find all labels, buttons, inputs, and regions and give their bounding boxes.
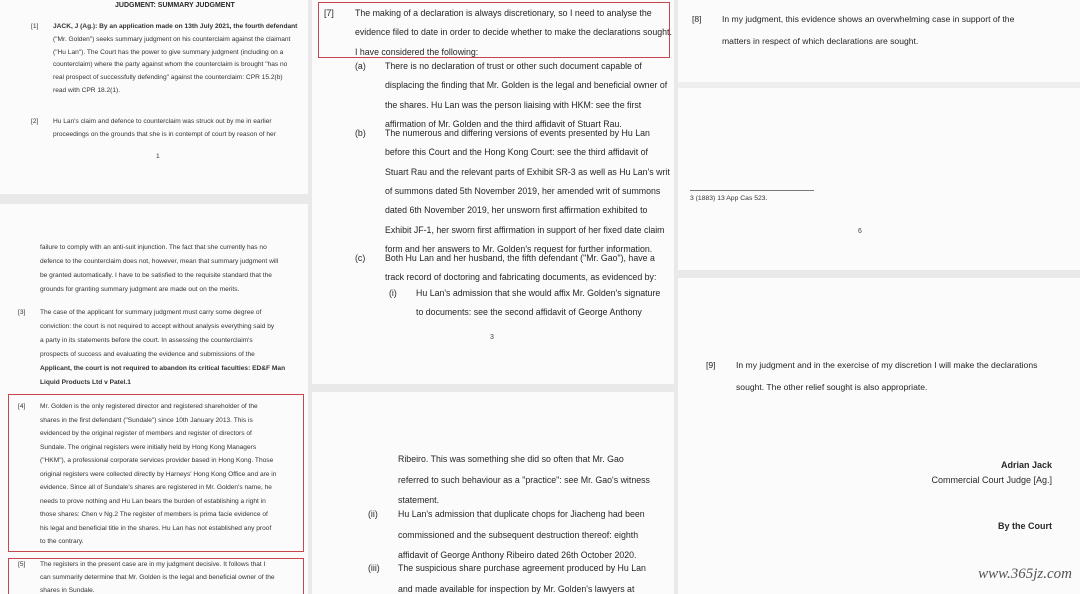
- para-5-line: shares in Sundale.: [40, 587, 95, 594]
- para-8-line: matters in respect of which declarations are sought.: [722, 36, 919, 46]
- para-3-line: a party in its statements before the court. In assessing the counterclaim's: [40, 337, 253, 344]
- para-4-line: evidenced by the original register of members and register of directors of: [40, 430, 252, 437]
- item-b-line: The numerous and differing versions of events presented by Hu Lan: [385, 128, 650, 138]
- para-7-number: [7]: [324, 8, 334, 18]
- para-2-line: proceedings on the grounds that she is in contempt of court by reason of her: [53, 130, 276, 138]
- sub-item-i-line: to documents: see the second affidavit of George Anthony: [416, 307, 642, 318]
- page-4-excerpt: [312, 392, 674, 594]
- para-9-line: sought. The other relief sought is also appropriate.: [736, 382, 928, 392]
- para-4-line: his legal and beneficial title in the shares. Hu Lan has not established any proof: [40, 524, 272, 532]
- continued-line: Ribeiro. This was something she did so often that Mr. Gao: [398, 454, 624, 464]
- item-b-line: Stuart Rau and the relevant parts of Exhibit SR-3 as well as Hu Lan's writ: [385, 166, 670, 177]
- para-4-line: needs to prove nothing and Hu Lan bears the burden of establishing a right in: [40, 497, 266, 505]
- sub-item-ii-line: affidavit of George Anthony Ribeiro dated 26th October 2020.: [398, 550, 637, 560]
- para-9-line: In my judgment and in the exercise of my discretion I will make the declarations: [736, 360, 1038, 370]
- page-1-excerpt: [0, 0, 308, 194]
- para-3-line: Applicant, the court is not required to abandon its critical faculties: ED&F Man: [40, 365, 286, 372]
- para-7-line: evidence filed to date in order to decide whether to make the declarations sought.: [355, 27, 672, 38]
- para-5-number: [5]: [18, 561, 26, 568]
- item-a-line: the shares. Hu Lan was the person liaising with HKM: see the first: [385, 99, 642, 110]
- para-4-line: Mr. Golden is the only registered director and registered shareholder of the: [40, 403, 258, 410]
- para-1-number: [1]: [31, 23, 39, 30]
- item-a-line: affirmation of Mr. Golden and the third affidavit of Stuart Rau.: [385, 118, 622, 129]
- para-4-line: shares in the first defendant ("Sundale") since 10th January 2013. This is: [40, 416, 253, 424]
- para-7-line: I have considered the following:: [355, 46, 479, 57]
- continued-line: be granted automatically. I have to be satisfied to the requisite standard that the: [40, 272, 272, 279]
- sub-item-iii-line: and made available for inspection by Mr. Golden's lawyers at: [398, 583, 635, 594]
- judge-name: Adrian Jack: [1000, 460, 1052, 470]
- item-b-line: dated 6th November 2019, her unsworn first affirmation exhibited to: [385, 205, 648, 216]
- para-8-line: In my judgment, this evidence shows an overwhelming case in support of the: [722, 14, 1015, 24]
- by-the-court: By the Court: [998, 521, 1052, 531]
- para-7-line: The making of a declaration is always discretionary, so I need to analyse the: [355, 8, 652, 18]
- band-divider: [678, 82, 1080, 88]
- page-3-excerpt: [312, 0, 674, 384]
- continued-line: grounds for granting summary judgment are made out on the merits.: [40, 286, 240, 293]
- footnote: 3 (1883) 13 App Cas 523.: [690, 195, 768, 202]
- item-a-line: There is no declaration of trust or other such document capable of: [385, 61, 642, 71]
- para-4-line: original registers were collected directly by Harneys' Hong Kong Office and are in: [40, 470, 277, 478]
- item-b-line: Exhibit JF-1, her sworn first affirmation in support of her fixed date claim: [385, 224, 665, 235]
- para-3-line: prospects of success and evaluating the evidence and submissions of the: [40, 351, 255, 358]
- para-3-line: The case of the applicant for summary judgment must carry some degree of: [40, 309, 262, 316]
- page-number: 6: [858, 228, 862, 235]
- para-1-line: JACK, J (Ag.): By an application made on 13th July 2021, the fourth defendant: [53, 23, 298, 30]
- page-6-excerpt: [678, 278, 1080, 594]
- para-1-line: real prospect of successfully defending" against the counterclaim: CPR 15.2(b): [53, 74, 283, 82]
- para-3-line: Liquid Products Ltd v Patel.1: [40, 379, 131, 386]
- page-2-excerpt: [0, 204, 308, 594]
- sub-item-iii-line: The suspicious share purchase agreement produced by Hu Lan: [398, 563, 646, 573]
- para-4-line: ("HKM"), a professional corporate services provider based in Hong Kong. Those: [40, 457, 274, 464]
- judgment-heading: JUDGMENT: SUMMARY JUDGMENT: [115, 2, 235, 9]
- para-1-line: counterclaim) where the party against whom the counterclaim is brought "has no: [53, 61, 288, 69]
- para-4-line: evidence. Since all of Sundale's shares are registered in Mr. Golden's name, he: [40, 484, 272, 491]
- sub-item-i-label: (i): [389, 288, 397, 298]
- item-b-line: form and her answers to Mr. Golden's request for further information.: [385, 243, 653, 254]
- item-b-label: (b): [355, 128, 366, 138]
- para-5-line: The registers in the present case are in my judgment decisive. It follows that I: [40, 561, 266, 568]
- sub-item-ii-label: (ii): [368, 509, 378, 519]
- continued-line: defence to the counterclaim does not, however, mean that summary judgment will: [40, 258, 279, 265]
- item-c-line: track record of doctoring and fabricating documents, as evidenced by:: [385, 272, 657, 283]
- continued-line: failure to comply with an anti-suit injunction. The fact that she currently has no: [40, 244, 267, 251]
- sub-item-i-line: Hu Lan's admission that she would affix Mr. Golden's signature: [416, 288, 661, 298]
- para-8-number: [8]: [692, 14, 702, 24]
- para-4-line: those shares: Chen v Ng.2 The register of members is prima facie evidence of: [40, 511, 268, 518]
- item-a-label: (a): [355, 61, 366, 71]
- item-a-line: displacing the finding that Mr. Golden is the legal and beneficial owner of: [385, 80, 668, 91]
- para-1-line: ("Hu Lan"). The Court has the power to give summary judgment (including on a: [53, 48, 284, 56]
- page-5-excerpt: [678, 0, 1080, 270]
- item-c-line: Both Hu Lan and her husband, the fifth defendant ("Mr. Gao"), have a: [385, 253, 655, 263]
- judge-title: Commercial Court Judge [Ag.]: [931, 475, 1052, 485]
- site-watermark: www.365jz.com: [978, 566, 1072, 582]
- para-3-line: conviction: the court is not required to accept without analysis everything said by: [40, 323, 275, 330]
- item-b-line: before this Court and the Hong Kong Court: see the third affidavit of: [385, 147, 648, 158]
- continued-line: referred to such behaviour as a "practice": see Mr. Gao's witness: [398, 474, 650, 485]
- para-2-line: Hu Lan's claim and defence to counterclaim was struck out by me in earlier: [53, 118, 272, 125]
- para-4-line: Sundale. The original registers were initially held by Hong Kong Managers: [40, 443, 257, 451]
- para-3-number: [3]: [18, 309, 26, 316]
- sub-item-iii-label: (iii): [368, 563, 380, 573]
- sub-item-ii-line: Hu Lan's admission that duplicate chops for Jiacheng had been: [398, 509, 645, 519]
- footnote-rule: [690, 190, 814, 191]
- para-4-number: [4]: [18, 403, 26, 410]
- para-2-number: [2]: [31, 118, 39, 125]
- page-number: 3: [490, 334, 494, 341]
- item-b-line: of summons dated 5th November 2019, her amended writ of summons: [385, 185, 661, 196]
- item-c-label: (c): [355, 253, 366, 263]
- para-9-number: [9]: [706, 360, 716, 370]
- sub-item-ii-line: commissioned and the subsequent destruction thereof: eighth: [398, 529, 639, 540]
- para-5-line: can summarily determine that Mr. Golden is the legal and beneficial owner of the: [40, 574, 275, 581]
- page-number: 1: [156, 153, 160, 160]
- para-1-line: ("Mr. Golden") seeks summary judgment on his counterclaim against the claimant: [53, 35, 291, 43]
- continued-line: statement.: [398, 495, 440, 505]
- para-4-line: to the contrary.: [40, 538, 84, 545]
- para-1-line: read with CPR 18.2(1).: [53, 87, 121, 94]
